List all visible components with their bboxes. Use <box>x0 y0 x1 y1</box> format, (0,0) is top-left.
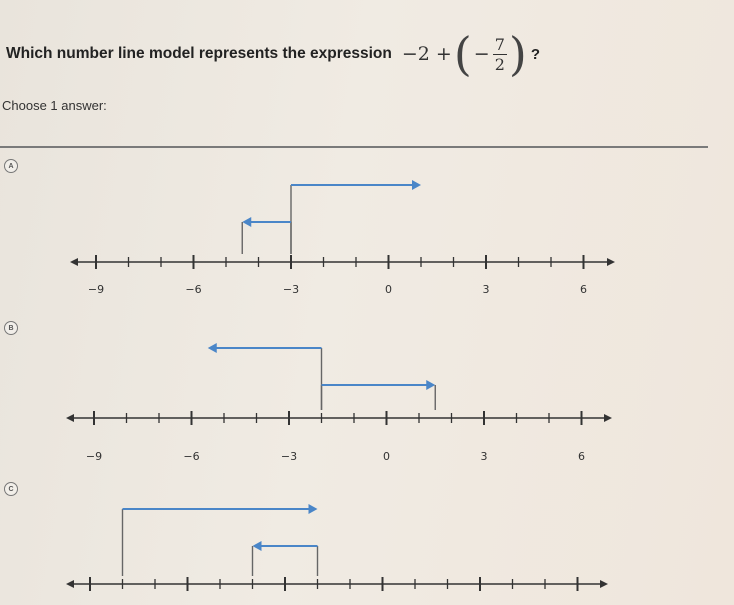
tick-label: −9 <box>85 450 103 463</box>
tick-label: 0 <box>383 450 390 463</box>
tick-label: −6 <box>185 283 202 296</box>
tick-label: 6 <box>578 450 585 463</box>
right-paren: ) <box>508 27 527 81</box>
radio-c[interactable]: C <box>4 482 18 496</box>
tick-label: −6 <box>183 450 200 463</box>
radio-b[interactable]: B <box>4 321 18 335</box>
jump-arrowhead <box>253 541 262 551</box>
axis-left-arrowhead <box>66 580 74 588</box>
axis-right-arrowhead <box>600 580 608 588</box>
radio-a[interactable]: A <box>4 159 18 173</box>
question-prompt: Which number line model represents the expression <box>6 45 392 62</box>
tick-label: 3 <box>480 450 488 463</box>
tick-label: −3 <box>282 283 300 296</box>
tick-label: −3 <box>280 450 298 463</box>
fraction-numerator: 7 <box>494 34 505 54</box>
answer-instruction: Choose 1 answer: <box>2 98 107 113</box>
tick-label: 3 <box>482 283 490 296</box>
left-paren: ( <box>453 27 472 81</box>
question-mark: ? <box>530 45 541 63</box>
fraction-denominator: 2 <box>494 54 505 74</box>
jump-arrowhead <box>309 504 318 514</box>
fraction-sign: − <box>473 43 490 65</box>
expression-first-term: −2 + <box>401 43 452 65</box>
tick-label: 0 <box>385 283 392 296</box>
tick-label: 6 <box>580 283 587 296</box>
tick-label: −9 <box>87 283 105 296</box>
